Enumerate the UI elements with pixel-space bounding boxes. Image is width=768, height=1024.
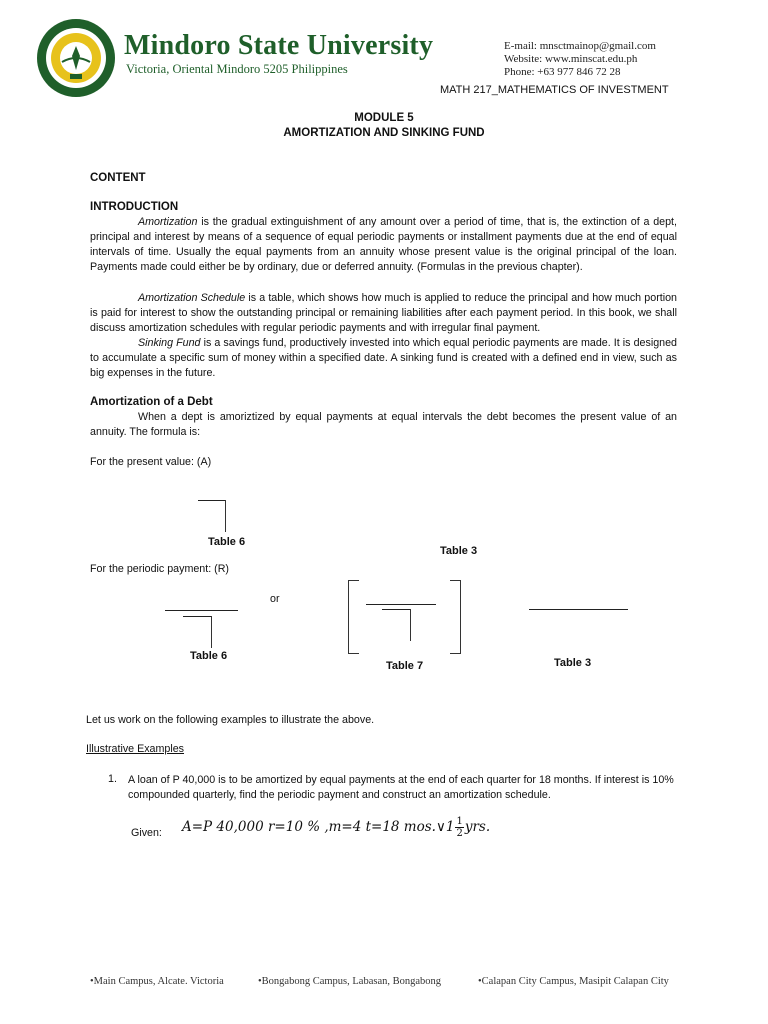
table-3-label: Table 3 (440, 545, 478, 557)
term-amortization-schedule: Amortization Schedule (138, 292, 246, 304)
term-amortization: Amortization (138, 216, 198, 228)
debt-heading: Amortization of a Debt (90, 396, 213, 408)
intro-paragraph-amortization (90, 215, 677, 275)
sinking-fund-definition: is a savings fund, productively invested into which equal periodic payments are made. It is designed to accumulate a specific sum of money within a specified date. A sinking fund is created with a defined end in view, such as big expenses in the future. (90, 337, 677, 379)
left-bracket (348, 580, 359, 654)
table-6-label: Table 6 (208, 536, 246, 548)
university-seal (36, 18, 116, 98)
contact-phone: Phone: +63 977 846 72 28 (504, 66, 621, 78)
contact-website: Website: www.minscat.edu.ph (504, 53, 638, 65)
periodic-payment-label: For the periodic payment: (R) (90, 563, 229, 575)
illustrative-examples-heading: Illustrative Examples (86, 743, 185, 755)
formula-bracket (225, 500, 226, 532)
fraction-bar (529, 609, 628, 610)
formula-bracket (410, 609, 411, 641)
example-number: 1. (108, 773, 117, 785)
right-bracket (450, 580, 461, 654)
or-label: or (270, 593, 280, 605)
footer-calapan-campus: •Calapan City Campus, Masipit Calapan City (478, 976, 669, 987)
formula-values: A=P 40,000 r=10 % ,m=4 t=18 mos.∨1 (182, 819, 455, 835)
fraction-denominator: 2 (456, 828, 463, 839)
intro-paragraph-sinking-fund (90, 336, 677, 381)
footer-bongabong-campus: •Bongabong Campus, Labasan, Bongabong (258, 976, 442, 987)
table-7-label: Table 7 (386, 660, 424, 672)
contact-info (504, 40, 656, 79)
module-title: AMORTIZATION AND SINKING FUND (283, 127, 485, 139)
fraction-one-half (455, 816, 463, 839)
module-number: MODULE 5 (354, 112, 414, 124)
present-value-label: For the present value: (A) (90, 456, 212, 468)
footer-main-campus: •Main Campus, Alcate. Victoria (90, 976, 224, 987)
term-sinking-fund: Sinking Fund (138, 337, 201, 349)
formula-rule (382, 609, 410, 610)
fraction-bar (366, 604, 436, 605)
example-1-text: A loan of P 40,000 is to be amortized by equal payments at the end of each quarter for 18 months. If interest is 10% compounded quarterly, find the periodic payment and construct an amortization schedule. (128, 774, 674, 801)
table-3-label: Table 3 (554, 657, 592, 669)
schedule-definition: is a table, which shows how much is applied to reduce the principal and how much portion is paid for interest to show the outstanding principal or remaining liabilities after each payment period. In this book, we shall discuss amortization schedules with regular periodic payments and with irregular final payment. (90, 292, 677, 334)
fraction-numerator: 1 (456, 816, 463, 827)
table-6-label: Table 6 (190, 650, 228, 662)
formula-bracket (211, 616, 212, 648)
intro-heading: INTRODUCTION (90, 201, 179, 213)
formula-rule (183, 616, 211, 617)
intro-paragraph-schedule (90, 291, 677, 336)
course-code: MATH 217_MATHEMATICS OF INVESTMENT (440, 84, 669, 96)
given-label: Given: (131, 827, 162, 839)
university-address: Victoria, Oriental Mindoro 5205 Philippines (126, 62, 348, 76)
formula-units: yrs. (464, 819, 491, 835)
fraction-bar (165, 610, 238, 611)
amortization-definition: is the gradual extinguishment of any amount over a period of time, that is, the extinction of a dept, principal and interest by means of a sequence of equal periodic payments or installment payments due at the end of equal intervals of time. Usually the equal payments from an annuity whose present value is the original principal of the loan. Payments made could either be by ordinary, due or deferred annuity. (Formulas in the previous chapter). (90, 216, 677, 273)
debt-text: When a dept is amoriztized by equal payments at equal intervals the debt becomes the present value of an annuity. The formula is: (90, 411, 677, 438)
formula-rule (198, 500, 226, 501)
debt-paragraph (90, 410, 677, 440)
content-heading: CONTENT (90, 172, 146, 184)
examples-lead: Let us work on the following examples to illustrate the above. (86, 714, 375, 726)
given-formula (182, 816, 490, 839)
contact-email: E-mail: mnsctmainop@gmail.com (504, 40, 656, 52)
university-name: Mindoro State University (124, 30, 434, 61)
